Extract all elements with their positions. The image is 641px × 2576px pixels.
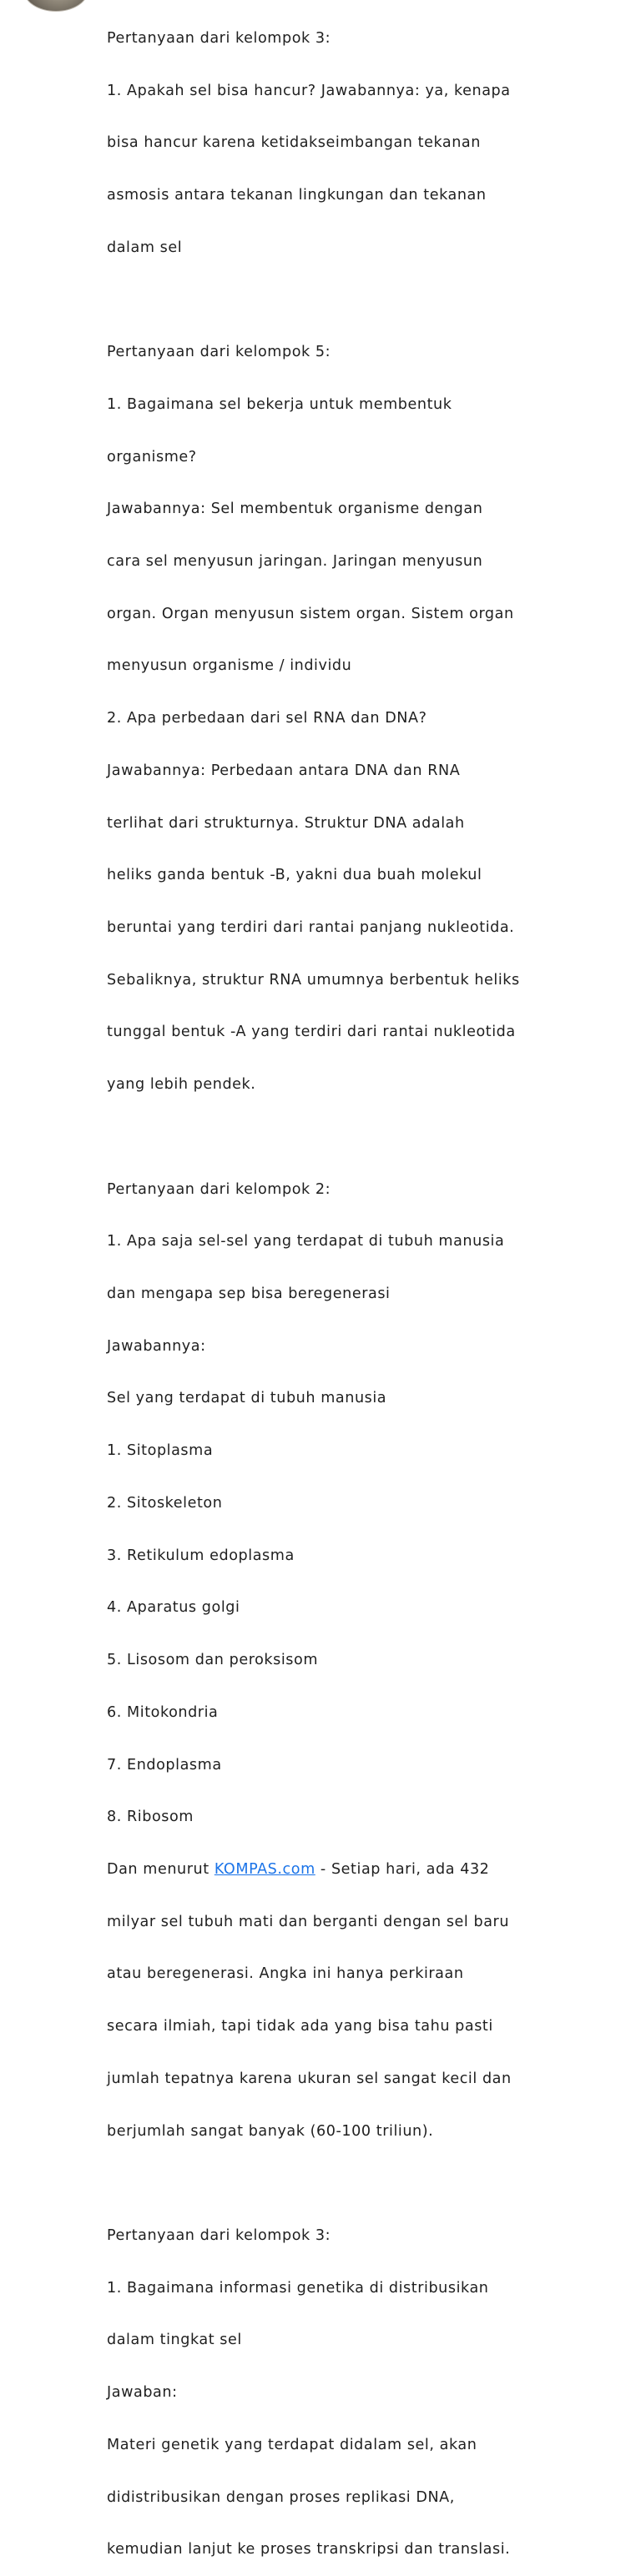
message-line: bisa hancur karena ketidakseimbangan tekanan: [107, 134, 481, 152]
message-line: asmosis antara tekanan lingkungan dan tekanan: [107, 186, 487, 204]
message-line: kemudian lanjut ke proses transkripsi dan translasi.: [107, 2541, 511, 2558]
message-line: tunggal bentuk -A yang terdiri dari rantai nukleotida: [107, 1024, 516, 1041]
message-line: beruntai yang terdiri dari rantai panjang nukleotida.: [107, 919, 515, 937]
message-line: berjumlah sangat banyak (60-100 triliun).: [107, 2122, 434, 2140]
message-line: yang lebih pendek.: [107, 1076, 256, 1094]
message-line: Sel yang terdapat di tubuh manusia: [107, 1390, 387, 1407]
message-line: Pertanyaan dari kelompok 3:: [107, 29, 331, 47]
message-line: atau beregenerasi. Angka ini hanya perkiraan: [107, 1965, 464, 1983]
message-line: terlihat dari strukturnya. Struktur DNA adalah: [107, 814, 465, 832]
message-line: 1. Bagaimana informasi genetika di distribusikan: [107, 2279, 489, 2297]
message-line: heliks ganda bentuk -B, yakni dua buah molekul: [107, 867, 482, 884]
message-line: dalam tingkat sel: [107, 2332, 242, 2349]
message-line: dan mengapa sep bisa beregenerasi: [107, 1285, 391, 1303]
message-line: Pertanyaan dari kelompok 2:: [107, 1180, 331, 1198]
link-prefix-text: Dan menurut: [107, 1860, 215, 1878]
blank-line: [107, 291, 621, 309]
message-line: 1. Bagaimana sel bekerja untuk membentuk: [107, 395, 452, 413]
message-line: Pertanyaan dari kelompok 3:: [107, 2226, 331, 2244]
message-line: Jawabannya:: [107, 1337, 206, 1355]
link-suffix-text: - Setiap hari, ada 432: [315, 1860, 490, 1878]
message-line: 1. Sitoplasma: [107, 1442, 214, 1460]
blank-line: [107, 1129, 621, 1146]
message-line: 7. Endoplasma: [107, 1756, 222, 1774]
message-line: didistribusikan dengan proses replikasi DNA,: [107, 2488, 455, 2506]
message-line: cara sel menyusun jaringan. Jaringan menyusun: [107, 552, 483, 570]
message-line: organ. Organ menyusun sistem organ. Sistem organ: [107, 605, 514, 622]
sender-avatar[interactable]: [23, 0, 88, 12]
chat-message-text: [107, 0, 621, 2576]
message-line: Sebaliknya, struktur RNA umumnya berbentuk heliks: [107, 971, 520, 989]
message-line: 2. Sitoskeleton: [107, 1494, 223, 1512]
message-line: Jawaban:: [107, 2384, 178, 2402]
message-line: milyar sel tubuh mati dan berganti dengan sel baru: [107, 1913, 510, 1930]
blank-line: [107, 2175, 621, 2192]
message-line-with-link: [107, 1861, 621, 1879]
message-line: 2. Apa perbedaan dari sel RNA dan DNA?: [107, 710, 427, 727]
message-line: 1. Apa saja sel-sel yang terdapat di tubuh manusia: [107, 1233, 505, 1250]
message-line: organisme?: [107, 448, 197, 465]
message-line: Materi genetik yang terdapat didalam sel, akan: [107, 2436, 477, 2453]
message-line: dalam sel: [107, 239, 183, 256]
message-line: 5. Lisosom dan peroksisom: [107, 1652, 319, 1669]
message-line: 1. Apakah sel bisa hancur? Jawabannya: ya, kenapa: [107, 82, 511, 99]
message-line: secara ilmiah, tapi tidak ada yang bisa tahu pasti: [107, 2018, 493, 2035]
message-line: Pertanyaan dari kelompok 5:: [107, 344, 331, 361]
message-line: jumlah tepatnya karena ukuran sel sangat kecil dan: [107, 2070, 512, 2087]
message-line: 6. Mitokondria: [107, 1703, 219, 1721]
kompas-link[interactable]: KOMPAS.com: [214, 1860, 315, 1878]
message-line: 3. Retikulum edoplasma: [107, 1547, 295, 1564]
message-line: Jawabannya: Sel membentuk organisme dengan: [107, 501, 483, 518]
message-line: 4. Aparatus golgi: [107, 1599, 240, 1617]
message-line: Jawabannya: Perbedaan antara DNA dan RNA: [107, 762, 461, 779]
message-line: menyusun organisme / individu: [107, 657, 352, 675]
message-line: 8. Ribosom: [107, 1809, 194, 1826]
